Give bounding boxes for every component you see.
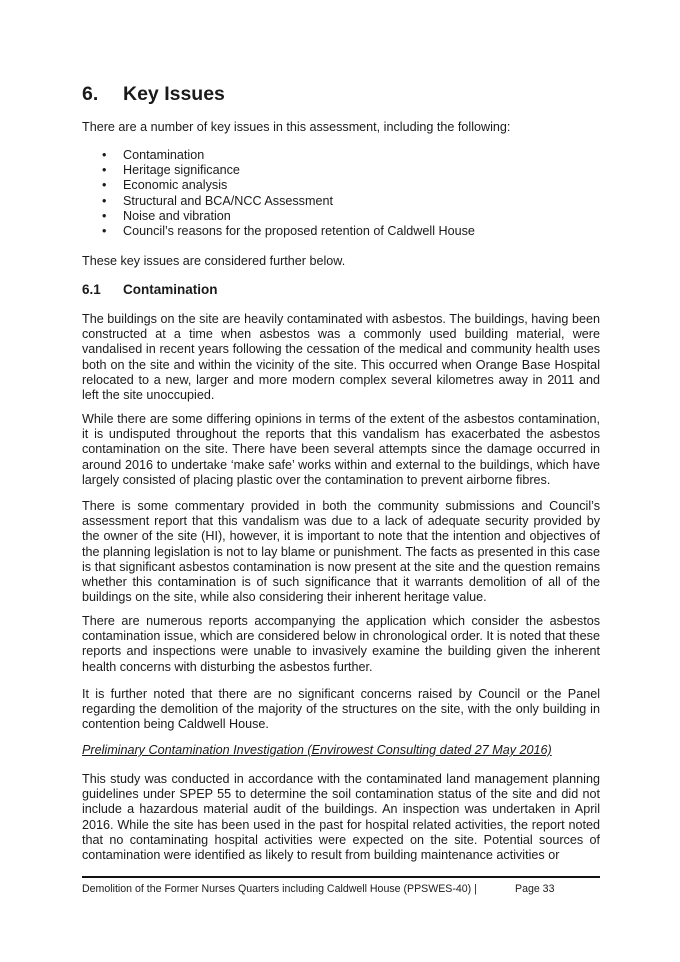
bullet-icon: •: [102, 163, 107, 178]
list-item: • Structural and BCA/NCC Assessment: [102, 193, 333, 208]
footer-divider: [82, 876, 600, 878]
list-item: • Heritage significance: [102, 163, 240, 178]
paragraph-6: This study was conducted in accordance with the contaminated land management planning guidelines under SPEP 55 to determine the soil contamination status of the site and did not include a hazardous material audit of the buildings. An inspection was undertaken in April 2016. While the site has been used in the past for hospital related activities, the report noted that no contaminating hospital activities were expected on the site. Potential sources of contamination were identified as likely to result from building maintenance activities or: [82, 772, 600, 863]
paragraph-1: The buildings on the site are heavily contaminated with asbestos. The buildings, having been constructed at a time when asbestos was a commonly used building material, were vandalised in recent years following the cessation of the medical and community health uses both on the site and within the vicinity of the site. This occurred when Orange Base Hospital relocated to a new, larger and more modern complex several kilometres away in 2011 and left the site unoccupied.: [82, 312, 600, 403]
bullet-icon: •: [102, 193, 107, 208]
bullet-icon: •: [102, 224, 107, 239]
key-issues-list: [82, 148, 600, 239]
bullet-icon: •: [102, 208, 107, 223]
section-number: 6.: [82, 83, 99, 105]
section-heading: [82, 83, 225, 106]
report-subheading: Preliminary Contamination Investigation (Envirowest Consulting dated 27 May 2016): [82, 743, 552, 757]
section-title: Key Issues: [123, 83, 225, 105]
paragraph-3: There is some commentary provided in both the community submissions and Council’s assessment report that this vandalism was due to a lack of adequate security provided by the owner of the site (HI), however, it is important to note that the intention and objectives of the planning legislation is not to lay blame or punishment. The facts as presented in this case is that significant asbestos contamination is now present at the site and the question remains whether this contamination is of such significance that it warrants demolition of all of the buildings on the site, while also considering their inherent heritage value.: [82, 499, 600, 605]
intro-paragraph: There are a number of key issues in this assessment, including the following:: [82, 120, 511, 134]
list-item: • Noise and vibration: [102, 208, 231, 223]
paragraph-2: While there are some differing opinions in terms of the extent of the asbestos contamination, it is undisputed throughout the reports that this vandalism has exacerbated the asbestos contamination on the site. There have been several attempts since the damage occurred in around 2016 to undertake ‘make safe’ works within and external to the buildings, which have largely consisted of placing plastic over the contamination to prevent airborne fibres.: [82, 412, 600, 487]
paragraph-5: It is further noted that there are no significant concerns raised by Council or the Panel regarding the demolition of the majority of the structures on the site, with the only building in contention being Caldwell House.: [82, 687, 600, 732]
after-list-paragraph: These key issues are considered further below.: [82, 254, 346, 268]
subsection-number: 6.1: [82, 282, 101, 297]
bullet-icon: •: [102, 178, 107, 193]
page-number: Page 33: [515, 883, 555, 895]
list-item: • Contamination: [102, 148, 205, 162]
footer-title: Demolition of the Former Nurses Quarters including Caldwell House (PPSWES-40) |: [82, 883, 477, 895]
list-item: • Economic analysis: [102, 178, 228, 193]
subsection-heading: [82, 282, 218, 297]
bullet-icon: •: [102, 148, 107, 162]
paragraph-4: There are numerous reports accompanying the application which consider the asbestos contamination issue, which are considered below in chronological order. It is noted that these reports and inspections were unable to invasively examine the building given the inherent health concerns with disturbing the asbestos further.: [82, 614, 600, 674]
subsection-title: Contamination: [123, 282, 218, 297]
list-item: • Council’s reasons for the proposed retention of Caldwell House: [102, 224, 475, 239]
